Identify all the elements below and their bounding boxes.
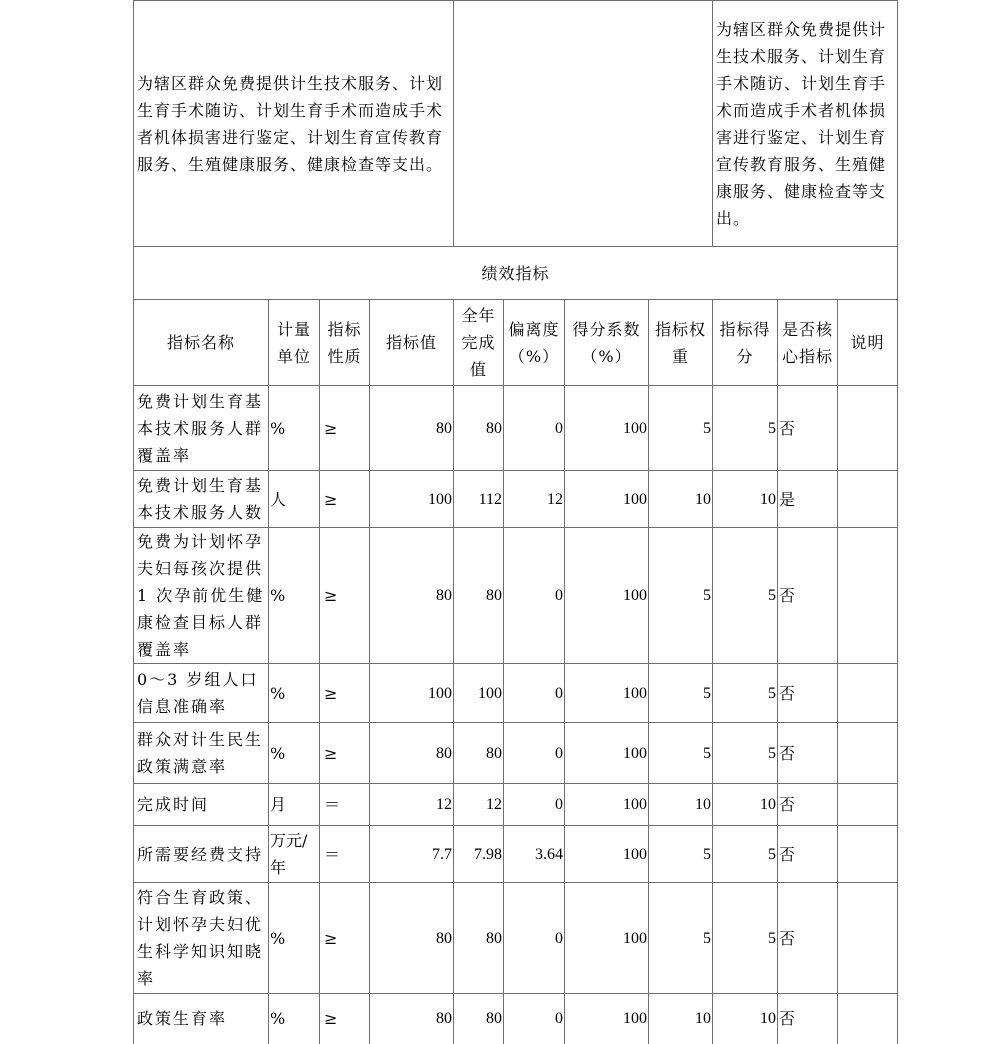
cell-note [838, 723, 898, 784]
cell-target: 80 [370, 883, 454, 994]
cell-weight: 10 [649, 994, 713, 1044]
table-row [134, 826, 898, 883]
cell-unit: % [269, 723, 320, 784]
cell-core: 否 [778, 723, 838, 784]
cell-weight: 5 [649, 826, 713, 883]
cell-target: 80 [370, 528, 454, 664]
cell-nature: ≥ [320, 386, 370, 471]
cell-core: 否 [778, 528, 838, 664]
cell-actual: 12 [454, 784, 504, 826]
cell-unit: % [269, 883, 320, 994]
cell-deviation: 12 [504, 471, 565, 528]
cell-weight: 10 [649, 784, 713, 826]
cell-deviation: 3.64 [504, 826, 565, 883]
cell-deviation: 0 [504, 723, 565, 784]
header-score: 指标得分 [713, 300, 778, 386]
cell-note [838, 784, 898, 826]
cell-actual: 80 [454, 723, 504, 784]
description-middle [454, 1, 713, 247]
table-row [134, 528, 898, 664]
header-core: 是否核心指标 [778, 300, 838, 386]
header-note: 说明 [838, 300, 898, 386]
cell-note [838, 883, 898, 994]
table-row [134, 994, 898, 1044]
cell-coefficient: 100 [565, 386, 649, 471]
cell-name: 免费计划生育基本技术服务人数 [134, 471, 269, 528]
header-weight: 指标权重 [649, 300, 713, 386]
cell-actual: 80 [454, 883, 504, 994]
cell-unit: 月 [269, 784, 320, 826]
description-right: 为辖区群众免费提供计生技术服务、计划生育手术随访、计划生育手术而造成手术者机体损害进行鉴定、计划生育宣传教育服务、生殖健康服务、健康检查等支出。 [713, 1, 898, 247]
cell-target: 7.7 [370, 826, 454, 883]
cell-unit: 万元/年 [269, 826, 320, 883]
description-row [134, 1, 898, 247]
cell-weight: 5 [649, 723, 713, 784]
cell-deviation: 0 [504, 386, 565, 471]
cell-name: 政策生育率 [134, 994, 269, 1044]
cell-note [838, 826, 898, 883]
header-row [134, 300, 898, 386]
cell-nature: ＝ [320, 826, 370, 883]
cell-score: 5 [713, 883, 778, 994]
table-row [134, 386, 898, 471]
cell-nature: ＝ [320, 784, 370, 826]
header-deviation: 偏离度（%） [504, 300, 565, 386]
header-coefficient: 得分系数（%） [565, 300, 649, 386]
cell-unit: 人 [269, 471, 320, 528]
cell-unit: % [269, 528, 320, 664]
cell-nature: ≥ [320, 723, 370, 784]
cell-deviation: 0 [504, 994, 565, 1044]
cell-coefficient: 100 [565, 883, 649, 994]
header-unit: 计量单位 [269, 300, 320, 386]
description-left: 为辖区群众免费提供计生技术服务、计划生育手术随访、计划生育手术而造成手术者机体损害进行鉴定、计划生育宣传教育服务、生殖健康服务、健康检查等支出。 [134, 1, 454, 247]
cell-weight: 5 [649, 883, 713, 994]
cell-weight: 5 [649, 528, 713, 664]
cell-unit: % [269, 386, 320, 471]
cell-target: 80 [370, 723, 454, 784]
cell-nature: ≥ [320, 664, 370, 723]
cell-deviation: 0 [504, 883, 565, 994]
cell-coefficient: 100 [565, 664, 649, 723]
cell-nature: ≥ [320, 883, 370, 994]
cell-core: 否 [778, 994, 838, 1044]
cell-note [838, 664, 898, 723]
cell-core: 否 [778, 784, 838, 826]
cell-score: 5 [713, 723, 778, 784]
cell-core: 是 [778, 471, 838, 528]
cell-coefficient: 100 [565, 784, 649, 826]
cell-name: 免费为计划怀孕夫妇每孩次提供1 次孕前优生健康检查目标人群覆盖率 [134, 528, 269, 664]
header-target: 指标值 [370, 300, 454, 386]
cell-note [838, 528, 898, 664]
cell-actual: 80 [454, 994, 504, 1044]
header-actual: 全年完成值 [454, 300, 504, 386]
cell-target: 80 [370, 994, 454, 1044]
cell-coefficient: 100 [565, 471, 649, 528]
header-nature: 指标性质 [320, 300, 370, 386]
cell-unit: % [269, 994, 320, 1044]
table-row [134, 784, 898, 826]
header-name: 指标名称 [134, 300, 269, 386]
cell-actual: 7.98 [454, 826, 504, 883]
performance-table [133, 0, 898, 1044]
cell-score: 10 [713, 994, 778, 1044]
table-row [134, 471, 898, 528]
cell-weight: 10 [649, 471, 713, 528]
cell-note [838, 471, 898, 528]
cell-target: 100 [370, 664, 454, 723]
cell-name: 0～3 岁组人口信息准确率 [134, 664, 269, 723]
table-row [134, 883, 898, 994]
cell-name: 免费计划生育基本技术服务人群覆盖率 [134, 386, 269, 471]
cell-target: 12 [370, 784, 454, 826]
cell-nature: ≥ [320, 471, 370, 528]
cell-core: 否 [778, 386, 838, 471]
cell-score: 5 [713, 386, 778, 471]
cell-coefficient: 100 [565, 994, 649, 1044]
cell-core: 否 [778, 826, 838, 883]
cell-score: 10 [713, 471, 778, 528]
cell-deviation: 0 [504, 784, 565, 826]
cell-coefficient: 100 [565, 826, 649, 883]
cell-score: 5 [713, 664, 778, 723]
cell-coefficient: 100 [565, 528, 649, 664]
cell-score: 5 [713, 826, 778, 883]
cell-nature: ≥ [320, 528, 370, 664]
cell-actual: 112 [454, 471, 504, 528]
cell-score: 5 [713, 528, 778, 664]
cell-note [838, 386, 898, 471]
cell-nature: ≥ [320, 994, 370, 1044]
cell-name: 符合生育政策、计划怀孕夫妇优生科学知识知晓率 [134, 883, 269, 994]
table-row [134, 723, 898, 784]
section-title-row [134, 247, 898, 300]
cell-name: 完成时间 [134, 784, 269, 826]
cell-note [838, 994, 898, 1044]
section-title: 绩效指标 [134, 247, 898, 300]
cell-name: 所需要经费支持 [134, 826, 269, 883]
cell-actual: 80 [454, 528, 504, 664]
cell-coefficient: 100 [565, 723, 649, 784]
cell-core: 否 [778, 664, 838, 723]
cell-weight: 5 [649, 664, 713, 723]
cell-unit: % [269, 664, 320, 723]
cell-deviation: 0 [504, 528, 565, 664]
cell-target: 80 [370, 386, 454, 471]
cell-weight: 5 [649, 386, 713, 471]
cell-actual: 100 [454, 664, 504, 723]
cell-name: 群众对计生民生政策满意率 [134, 723, 269, 784]
table-row [134, 664, 898, 723]
cell-core: 否 [778, 883, 838, 994]
cell-actual: 80 [454, 386, 504, 471]
cell-score: 10 [713, 784, 778, 826]
cell-target: 100 [370, 471, 454, 528]
cell-deviation: 0 [504, 664, 565, 723]
